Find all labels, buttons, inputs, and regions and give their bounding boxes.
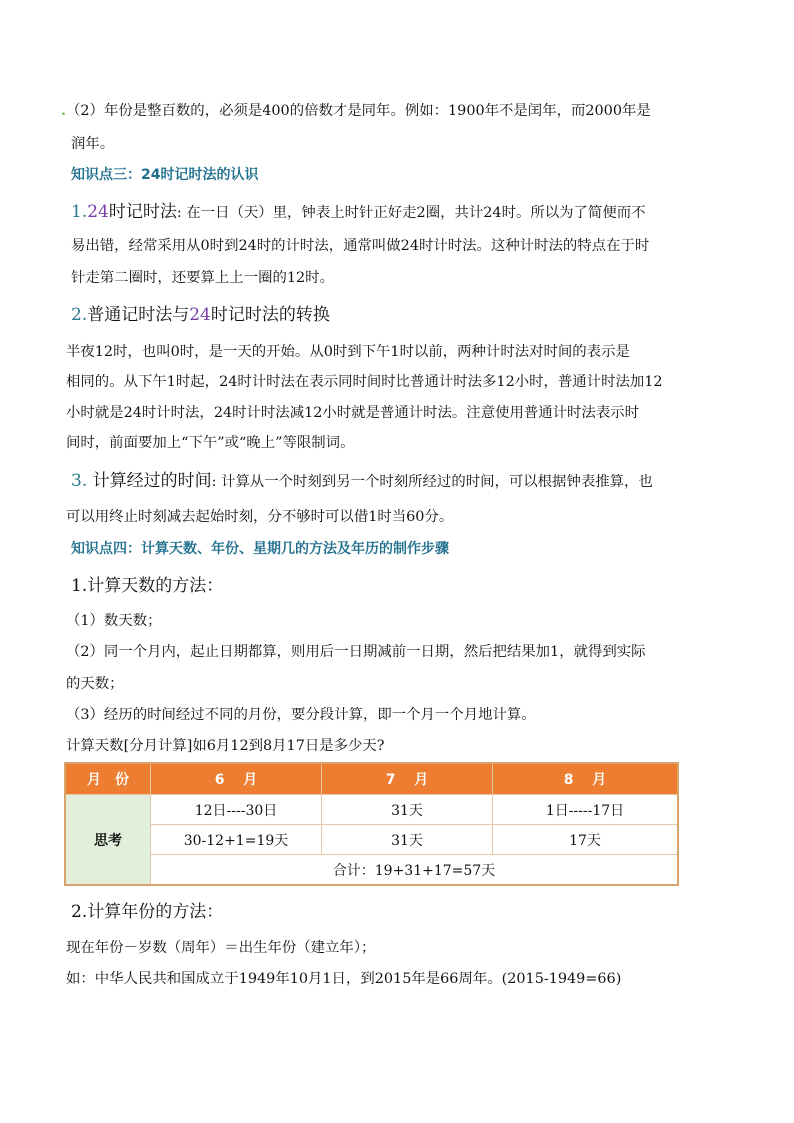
row-label-think: 思考: [65, 795, 151, 886]
section-3-heading: 计算经过的时间: [87, 471, 212, 491]
header-month: 月 份: [65, 763, 151, 795]
conversion-para-line2: 相同的。从下午1时起，24时计时法在表示同时间时比普通计时法多12小时，普通计时法加12: [66, 374, 663, 390]
bullet-dot: .: [61, 102, 67, 119]
table-row: [65, 825, 678, 855]
conversion-para-line4: 间时，前面要加上“下午”或“晚上”等限制词。: [66, 435, 355, 451]
table-cell: 17天: [493, 825, 679, 855]
table-cell: 1日-----17日: [493, 795, 679, 825]
section-1-24: 24: [87, 202, 109, 222]
section-1-number: 1.: [71, 202, 88, 222]
table-cell: 31天: [322, 825, 493, 855]
table-row: [65, 795, 678, 825]
section-3-number: 3.: [71, 471, 88, 491]
method-2-line1: （2）同一个月内，起止日期都算，则用后一日期减前一日期，然后把结果加1，就得到实际: [66, 644, 646, 660]
header-june: 6 月: [151, 763, 322, 795]
header-august: 8 月: [493, 763, 679, 795]
section-2-head1: 普通记时法与: [87, 305, 190, 325]
section-1-text: : 在一日（天）里，钟表上时针正好走2圈，共计24时。所以为了简便而不: [176, 205, 646, 221]
table-header-row: [65, 763, 678, 795]
section-2-number: 2.: [71, 305, 88, 325]
method-2-line2: 的天数；: [66, 676, 124, 692]
table-cell: 12日----30日: [151, 795, 322, 825]
table-cell: 31天: [322, 795, 493, 825]
conversion-para-line3: 小时就是24时计时法，24时计时法减12小时就是普通计时法。注意使用普通计时法表示时: [66, 405, 639, 421]
section-2-heading: [71, 304, 330, 326]
calc-days-heading: 1.计算天数的方法：: [71, 576, 224, 596]
section-1-heading: 时记时法: [108, 202, 177, 222]
section-3-line2: 可以用终止时刻减去起始时刻，分不够时可以借1时当60分。: [66, 509, 454, 525]
method-3: （3）经历的时间经过不同的月份，要分段计算，即一个月一个月地计算。: [66, 707, 536, 723]
leap-year-rule-text: （2）年份是整百数的，必须是400的倍数才是同年。例如：1900年不是闰年，而2000年是: [66, 103, 651, 119]
section-2-24: 24: [189, 305, 211, 325]
table-cell: 30-12+1=19天: [151, 825, 322, 855]
conversion-para-line1: 半夜12时，也叫0时，是一天的开始。从0时到下午1时以前，两种计时法对时间的表示是: [66, 344, 630, 360]
leap-year-rule-line2: 润年。: [71, 136, 115, 152]
section-2-head2: 时记时法的转换: [210, 305, 330, 325]
calc-years-heading: 2.计算年份的方法：: [71, 902, 224, 922]
knowledge-point-3-heading: 知识点三：24时记时法的认识: [71, 167, 259, 183]
days-table: [64, 762, 679, 886]
total-cell: 合计：19+31+17=57天: [151, 855, 679, 886]
section-1-line2: 易出错，经常采用从0时到24时的计时法，通常叫做24时计时法。这种计时法的特点在于时: [71, 238, 650, 254]
section-1-line3: 针走第二圈时，还要算上上一圈的12时。: [71, 270, 334, 286]
section-3-line1: [71, 470, 653, 492]
table-total-row: [65, 855, 678, 886]
year-formula: 现在年份－岁数（周年）＝出生年份（建立年）；: [66, 940, 376, 956]
leap-year-rule-line1: [61, 101, 651, 121]
section-1-line1: [71, 201, 646, 223]
example-question: 计算天数[分月计算]如6月12到8月17日是多少天?: [66, 738, 385, 754]
section-3-text: : 计算从一个时刻到另一个时刻所经过的时间，可以根据钟表推算，也: [211, 474, 653, 490]
method-1: （1）数天数；: [66, 613, 162, 629]
knowledge-point-4-heading: 知识点四：计算天数、年份、星期几的方法及年历的制作步骤: [71, 541, 449, 557]
header-july: 7 月: [322, 763, 493, 795]
year-example: 如：中华人民共和国成立于1949年10月1日，到2015年是66周年。(2015-1949=66): [66, 971, 622, 987]
